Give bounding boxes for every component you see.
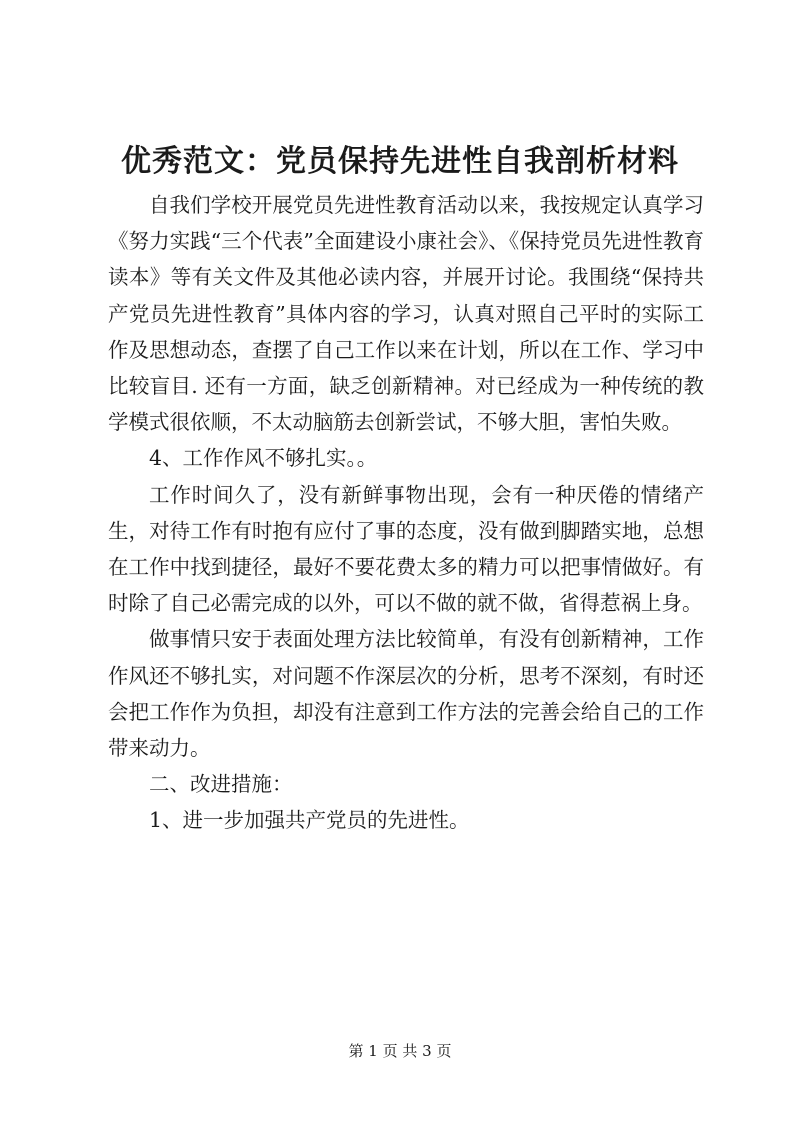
paragraph-intro: 自我们学校开展党员先进性教育活动以来，我按规定认真学习《努力实践“三个代表”全面建设小康社会》、《保持党员先进性教育读本》等有关文件及其他必读内容，并展开讨论。我围绕“保持共产党员先进性教育”具体内容的学习，认真对照自己平时的实际工作及思想动态，查摆了自己工作以来在计划，所以在工作、学习中比较盲目. 还有一方面，缺乏创新精神。对已经成为一种传统的教学模式很依顺，不太动脑筋去创新尝试，不够大胆，害怕失败。 <box>108 193 704 435</box>
paragraph-work-time: 工作时间久了，没有新鲜事物出现，会有一种厌倦的情绪产生，对待工作有时抱有应付了事的态度，没有做到脚踏实地，总想在工作中找到捷径，最好不要花费太多的精力可以把事情做好。有时除了自己必需完成的以外，可以不做的就不做，省得惹祸上身。 <box>108 482 704 616</box>
paragraph-section-4-heading: 4、工作作风不够扎实。。 <box>149 446 378 471</box>
paragraph-improvement-1: 1、进一步加强共产党员的先进性。 <box>149 808 470 833</box>
paragraph-improvement-heading: 二、改进措施： <box>149 772 293 797</box>
page-footer: 第 1 页 共 3 页 <box>348 1042 452 1060</box>
document-title: 优秀范文：党员保持先进性自我剖析材料 <box>121 144 679 179</box>
paragraph-work-style: 做事情只安于表面处理方法比较简单，有没有创新精神，工作作风还不够扎实，对问题不作深层次的分析，思考不深刻，有时还会把工作作为负担，却没有注意到工作方法的完善会给自己的工作带来动力。 <box>108 627 704 761</box>
document-body <box>108 187 704 839</box>
